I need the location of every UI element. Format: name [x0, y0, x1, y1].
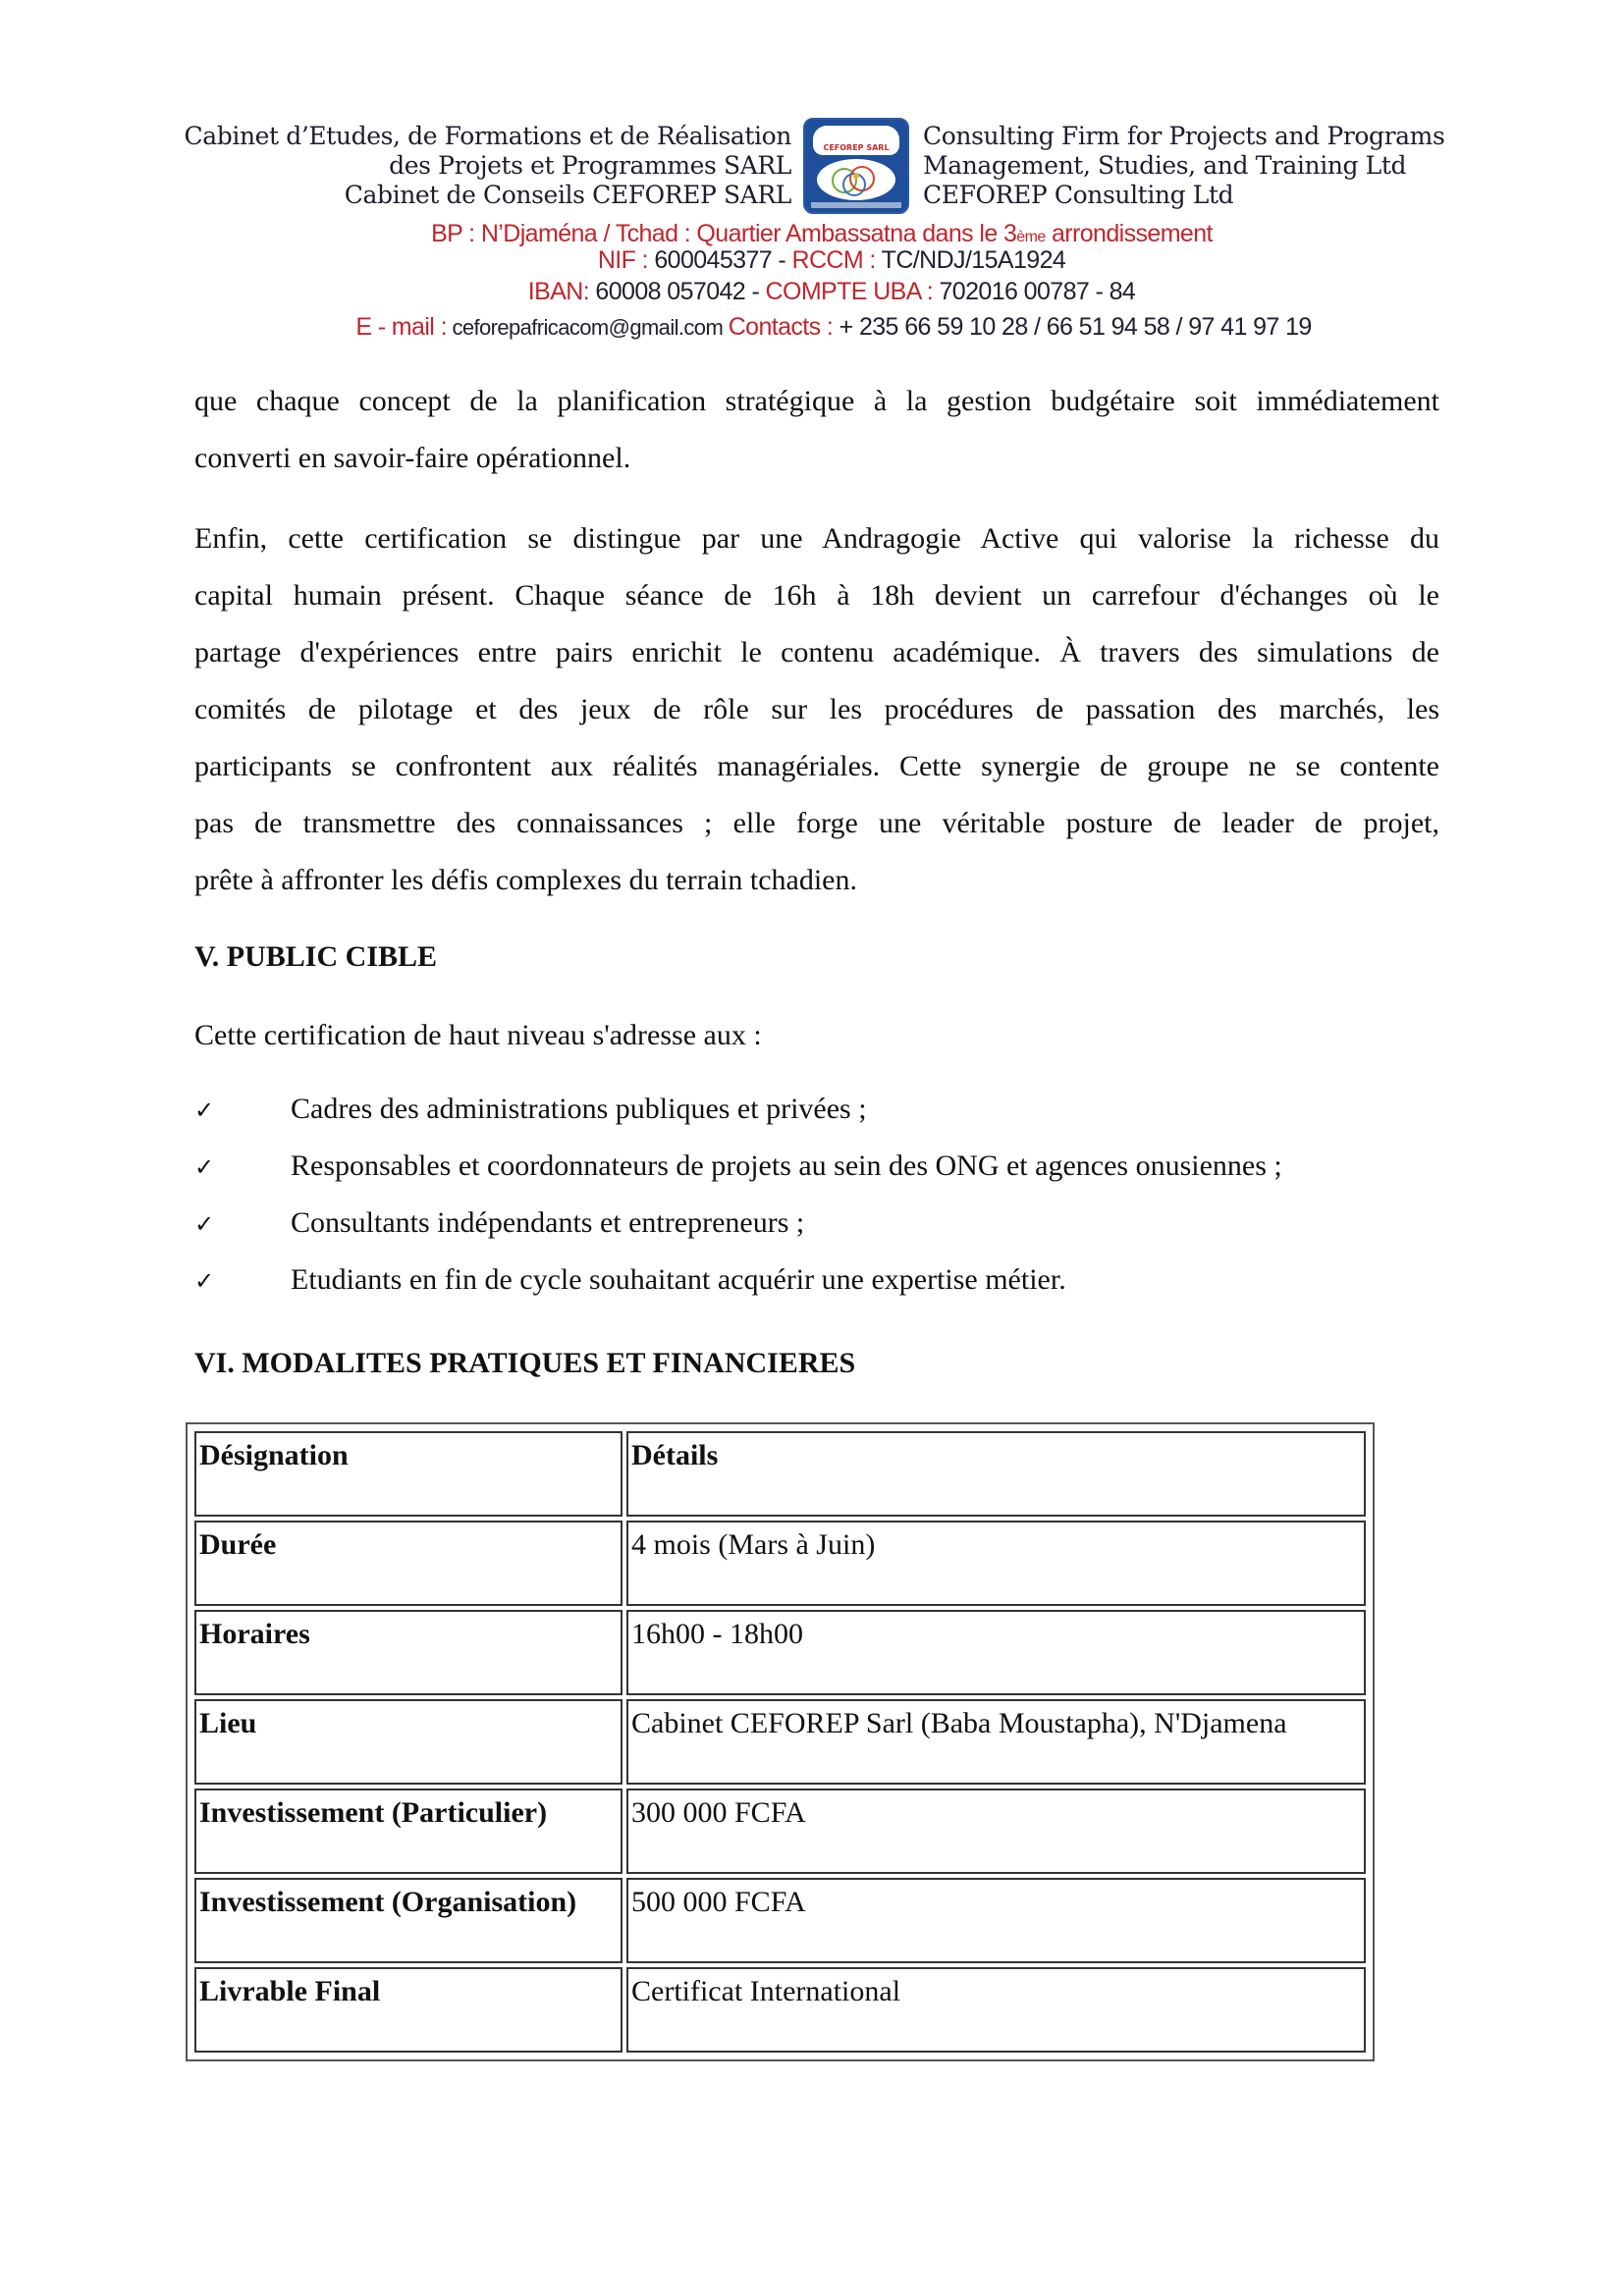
email-link[interactable]: ceforepafricacom@gmail.com: [446, 315, 729, 340]
contacts-value: + 235 66 59 10 28 / 66 51 94 58 / 97 41 97 19: [833, 313, 1312, 341]
rccm-value: TC/NDJ/15A1924: [875, 246, 1066, 274]
rccm-label: RCCM :: [791, 246, 876, 274]
table-cell-value: Cabinet CEFOREP Sarl (Baba Moustapha), N'Djamena: [626, 1699, 1366, 1785]
table-row: [194, 1610, 1366, 1695]
company-name-en-line-1: Consulting Firm for Projects and Programs: [923, 122, 1445, 150]
paragraph-line: Cette certification de haut niveau s'adresse aux :: [194, 1019, 762, 1051]
table-cell-value: 4 mois (Mars à Juin): [626, 1521, 1366, 1606]
table-row: [194, 1878, 1366, 1963]
logo-emblem: [817, 159, 895, 200]
iban-label: IBAN:: [527, 278, 590, 305]
ceforep-logo-icon: [803, 118, 909, 214]
people-circle-icon: [817, 159, 895, 200]
address-text: BP : N’Djaména / Tchad : Quartier Ambassatna dans le 3: [431, 220, 1017, 247]
paragraph-andragogie: [194, 510, 1439, 909]
list-item-text: Cadres des administrations publiques et privées ;: [291, 1093, 867, 1125]
company-name-en-line-3: CEFOREP Consulting Ltd: [923, 181, 1234, 209]
nif-value: 600045377 -: [647, 246, 792, 274]
compte-value: 702016 00787 - 84: [933, 278, 1136, 305]
table-cell-label: Horaires: [194, 1610, 623, 1695]
target-audience-list: [194, 1093, 1471, 1320]
checkmark-icon: ✓: [194, 1153, 215, 1181]
company-name-fr-line-3: Cabinet de Conseils CEFOREP SARL: [344, 181, 791, 209]
checkmark-icon: ✓: [194, 1267, 215, 1295]
list-item: [194, 1206, 1471, 1263]
table-cell-label: Investissement (Particulier): [194, 1789, 623, 1874]
table-header-cell: Désignation: [194, 1431, 623, 1517]
paragraph-line: participants se confrontent aux réalités managériales. Cette synergie de groupe ne se contente: [194, 750, 1439, 782]
table-cell-label: Lieu: [194, 1699, 623, 1785]
table-cell-value: 16h00 - 18h00: [626, 1610, 1366, 1695]
company-name-english: [923, 122, 1444, 210]
table-header-cell: Détails: [626, 1431, 1366, 1517]
address-superscript: ème: [1016, 229, 1046, 245]
company-name-fr-line-1: Cabinet d’Etudes, de Formations et de Réalisation: [184, 122, 791, 150]
bank-line: [0, 277, 1624, 306]
table-header-row: [194, 1431, 1366, 1517]
registration-line: [0, 245, 1624, 275]
paragraph-line: pas de transmettre des connaissances ; elle forge une véritable posture de leader de projet,: [194, 807, 1439, 839]
table-row: [194, 1521, 1366, 1606]
public-cible-intro: [194, 1007, 1439, 1064]
list-item: [194, 1149, 1471, 1206]
address-end: arrondissement: [1045, 220, 1213, 247]
list-item-text: Responsables et coordonnateurs de projets au sein des ONG et agences onusiennes ;: [291, 1149, 1282, 1182]
company-name-en-line-2: Management, Studies, and Training Ltd: [923, 151, 1407, 180]
paragraph-line: Enfin, cette certification se distingue par une Andragogie Active qui valorise la richesse du: [194, 522, 1439, 555]
checkmark-icon: ✓: [194, 1096, 215, 1124]
table-cell-label: Livrable Final: [194, 1967, 623, 2053]
paragraph-line: prête à affronter les défis complexes du terrain tchadien.: [194, 864, 857, 896]
table-cell-label: Durée: [194, 1521, 623, 1606]
paragraph-line: que chaque concept de la planification stratégique à la gestion budgétaire soit immédiatement: [194, 385, 1439, 417]
compte-label: COMPTE UBA :: [765, 278, 934, 305]
table-cell-value: 500 000 FCFA: [626, 1878, 1366, 1963]
modalites-table-grid: [190, 1427, 1370, 2056]
paragraph-line: capital humain présent. Chaque séance de 16h à 18h devient un carrefour d'échanges où le: [194, 579, 1439, 612]
letterhead: [0, 0, 1624, 353]
paragraph-intro-continuation: [194, 373, 1439, 487]
list-item: [194, 1263, 1471, 1320]
contacts-label: Contacts :: [728, 313, 834, 341]
paragraph-line: converti en savoir-faire opérationnel.: [194, 442, 631, 474]
section-heading-public-cible: V. PUBLIC CIBLE: [194, 940, 438, 973]
paragraph-line: comités de pilotage et des jeux de rôle sur les procédures de passation des marchés, les: [194, 693, 1439, 725]
contact-line: [0, 312, 1624, 343]
list-item-text: Consultants indépendants et entrepreneurs ;: [291, 1206, 805, 1239]
table-row: [194, 1699, 1366, 1785]
list-item: [194, 1093, 1471, 1149]
company-name-french: [185, 122, 791, 210]
table-cell-value: Certificat International: [626, 1967, 1366, 2053]
checkmark-icon: ✓: [194, 1210, 215, 1238]
company-name-fr-line-2: des Projets et Programmes SARL: [389, 151, 791, 180]
modalites-table: [186, 1422, 1375, 2061]
table-cell-label: Investissement (Organisation): [194, 1878, 623, 1963]
section-heading-modalites: VI. MODALITES PRATIQUES ET FINANCIERES: [194, 1347, 856, 1379]
paragraph-line: partage d'expériences entre pairs enrichit le contenu académique. À travers des simulations de: [194, 636, 1439, 668]
logo-footer-band: [811, 202, 901, 208]
logo-text: CEFOREP SARL: [823, 143, 890, 152]
table-row: [194, 1967, 1366, 2053]
iban-value: 60008 057042 -: [589, 278, 766, 305]
nif-label: NIF :: [597, 246, 648, 274]
email-label: E - mail :: [355, 313, 447, 341]
table-cell-value: 300 000 FCFA: [626, 1789, 1366, 1874]
table-row: [194, 1789, 1366, 1874]
list-item-text: Etudiants en fin de cycle souhaitant acquérir une expertise métier.: [291, 1263, 1066, 1296]
